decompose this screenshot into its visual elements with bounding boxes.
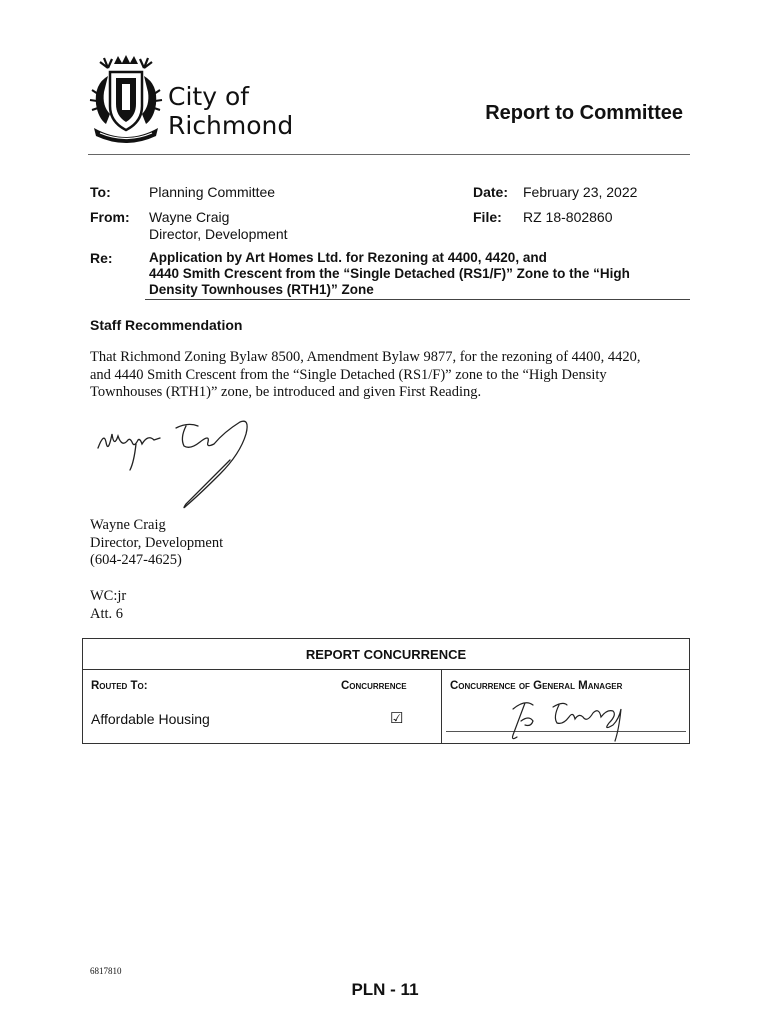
from-label: From: (90, 209, 130, 225)
from-name: Wayne Craig (149, 209, 230, 225)
city-crest-icon (88, 54, 164, 146)
recommendation-line-3: Townhouses (RTH1)” zone, be introduced and given First Reading. (90, 384, 482, 400)
recommendation-paragraph (90, 349, 690, 402)
report-title: Report to Committee (485, 102, 683, 124)
to-value: Planning Committee (149, 184, 276, 200)
org-name-line1: City of (168, 82, 250, 111)
org-name-line2: Richmond (168, 111, 294, 140)
table-row-divider (83, 669, 689, 670)
attachments: Att. 6 (90, 605, 124, 622)
signer-block (90, 517, 223, 570)
re-line-3: Density Townhouses (RTH1)” Zone (149, 282, 374, 297)
gm-signature-image (503, 695, 633, 743)
checked-box-icon: ☑ (390, 710, 404, 727)
signer-title: Director, Development (90, 534, 224, 551)
re-line-1: Application by Art Homes Ltd. for Rezoning at 4400, 4420, and (149, 250, 547, 265)
from-title: Director, Development (149, 226, 288, 242)
city-logo (88, 54, 294, 150)
to-label: To: (90, 184, 111, 200)
re-subject (149, 250, 694, 298)
concurrence-title: REPORT CONCURRENCE (305, 647, 467, 662)
page-label: PLN - 11 (351, 980, 419, 999)
table-column-divider (441, 669, 442, 743)
routed-department: Affordable Housing (91, 711, 210, 727)
section-heading: Staff Recommendation (90, 317, 243, 333)
re-line-2: 4440 Smith Crescent from the “Single Detached (RS1/F)” Zone to the “High (149, 266, 630, 281)
signer-phone: (604-247-4625) (90, 552, 182, 568)
date-value: February 23, 2022 (523, 184, 638, 200)
routed-to-header: Routed To: (91, 680, 148, 692)
file-value: RZ 18-802860 (523, 209, 613, 225)
re-label: Re: (90, 250, 113, 266)
recommendation-line-2: and 4440 Smith Crescent from the “Single Detached (RS1/F)” zone to the “High Density (90, 366, 607, 383)
date-label: Date: (473, 184, 509, 200)
header-divider (88, 154, 690, 155)
recommendation-line-1: That Richmond Zoning Bylaw 8500, Amendment Bylaw 9877, for the rezoning of 4400, 4420, (90, 349, 641, 365)
document-number: 6817810 (90, 966, 122, 976)
signer-name: Wayne Craig (90, 517, 166, 533)
gm-concurrence-header: Concurrence of General Manager (450, 680, 623, 692)
file-label: File: (473, 209, 502, 225)
re-divider (145, 299, 690, 300)
report-concurrence-table (82, 638, 690, 744)
concurrence-header: Concurrence (341, 680, 407, 692)
signature-image (90, 404, 260, 514)
reference-block (90, 588, 126, 623)
initials: WC:jr (90, 588, 127, 604)
